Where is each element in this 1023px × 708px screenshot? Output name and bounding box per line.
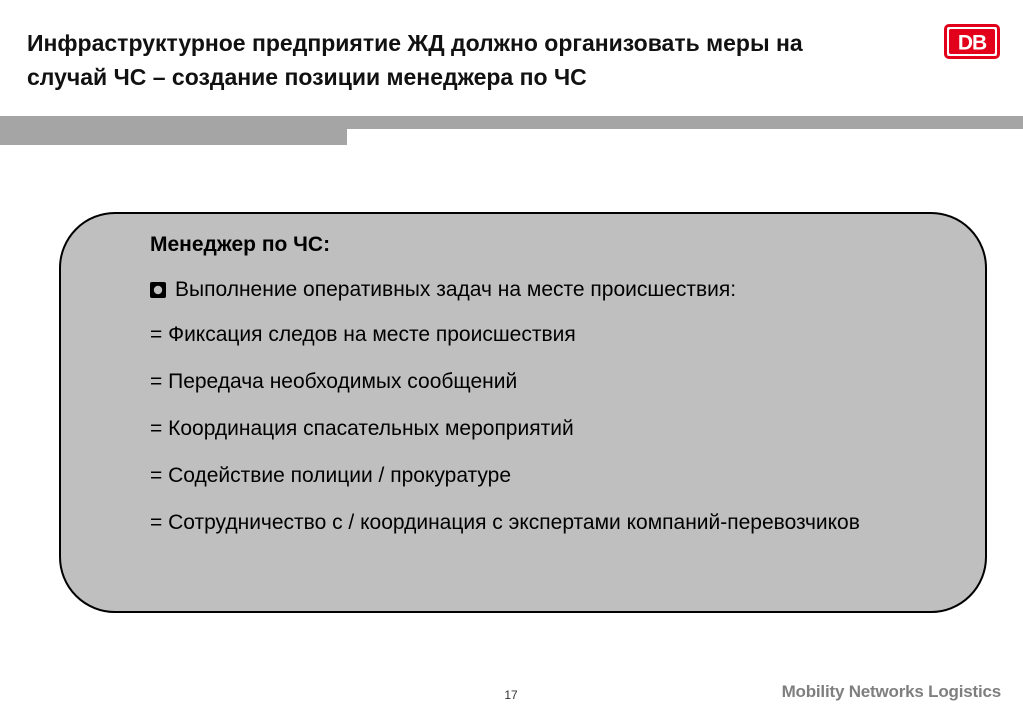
bullet-text: Выполнение оперативных задач на месте происшествия: bbox=[175, 278, 737, 301]
task-list bbox=[150, 320, 910, 538]
footer-brand: Mobility Networks Logistics bbox=[781, 682, 1001, 701]
slide-title-line-1: Инфраструктурное предприятие ЖД должно организовать меры на bbox=[27, 30, 803, 56]
bullet-row bbox=[150, 275, 910, 305]
list-item: = Содействие полиции / прокуратуре bbox=[150, 464, 512, 487]
header-bar bbox=[0, 116, 1023, 129]
slide-title-line-2: случай ЧС – создание позиции менеджера по ЧС bbox=[27, 64, 587, 90]
db-logo-text: DB bbox=[957, 31, 987, 54]
db-logo-mark bbox=[949, 29, 995, 54]
circle-bullet-icon bbox=[150, 282, 166, 298]
content-box-body bbox=[150, 230, 910, 555]
header-bar-accent bbox=[0, 129, 347, 145]
list-item: = Передача необходимых сообщений bbox=[150, 370, 518, 393]
list-item: = Координация спасательных мероприятий bbox=[150, 417, 574, 440]
list-item: = Сотрудничество с / координация с экспертами компаний-перевозчиков bbox=[150, 511, 860, 534]
box-heading: Менеджер по ЧС: bbox=[150, 233, 331, 256]
content-box bbox=[59, 212, 987, 613]
db-logo bbox=[944, 24, 1000, 59]
db-logo-svg bbox=[949, 29, 995, 54]
slide-title bbox=[27, 26, 927, 94]
list-item: = Фиксация следов на месте происшествия bbox=[150, 323, 576, 346]
page-number: 17 bbox=[504, 688, 518, 702]
